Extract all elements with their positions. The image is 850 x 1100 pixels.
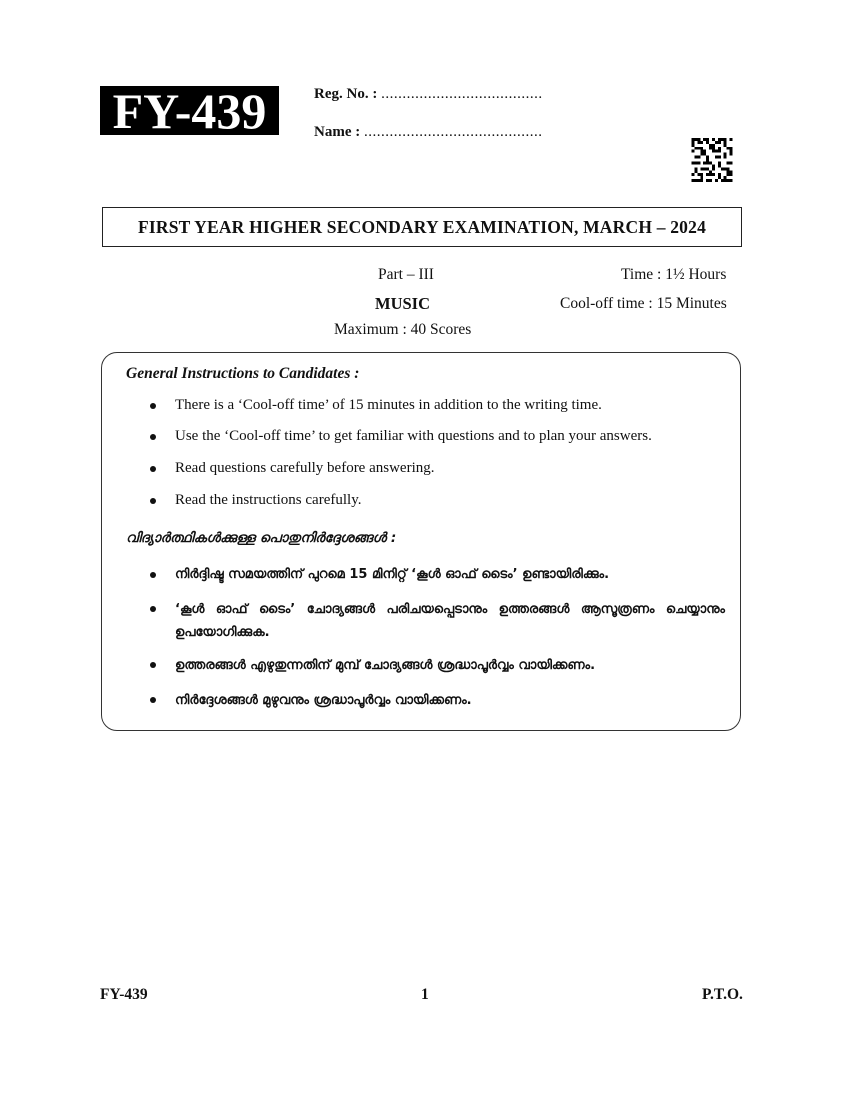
instruction-item: Read questions carefully before answering. [175, 460, 435, 476]
part-label: Part – III [378, 266, 434, 283]
bullet-icon [150, 466, 156, 472]
bullet-icon [150, 403, 156, 409]
malayalam-instruction-item: നിർദ്ദേശങ്ങൾ മുഴുവനും ശ്രദ്ധാപൂർവ്വം വായിക്കണം. [175, 693, 472, 708]
malayalam-instructions-heading: വിദ്യാർത്ഥികൾക്കുള്ള പൊതുനിർദ്ദേശങ്ങൾ : [126, 530, 397, 546]
page-number: 1 [421, 986, 429, 1003]
reg-no-line [314, 86, 543, 103]
qr-code-icon [691, 138, 733, 182]
footer-paper-code: FY-439 [100, 986, 148, 1003]
bullet-icon [150, 697, 156, 703]
name-line [314, 124, 542, 141]
name-dots: .......................................... [363, 124, 543, 140]
malayalam-instruction-item: ഉത്തരങ്ങൾ എഴുതുന്നതിന് മുമ്പ് ചോദ്യങ്ങൾ ശ്രദ്ധാപൂർവ്വം വായിക്കണം. [175, 658, 596, 673]
malayalam-instruction-item: ‘കൂൾ ഓഫ് ടൈം’ ചോദ്യങ്ങൾ പരിചയപ്പെടാനും ഉത്തരങ്ങൾ ആസൂത്രണം ചെയ്യാനും ഉപയോഗിക്കുക. [175, 602, 725, 640]
bullet-icon [150, 662, 156, 668]
instructions-heading: General Instructions to Candidates : [126, 365, 360, 382]
bullet-icon [150, 572, 156, 578]
max-scores: Maximum : 40 Scores [334, 321, 472, 338]
bullet-icon [150, 498, 156, 504]
pto-label: P.T.O. [702, 986, 743, 1003]
name-label: Name : [314, 124, 361, 140]
reg-no-dots: ...................................... [381, 86, 543, 102]
bullet-icon [150, 434, 156, 440]
subject-title: MUSIC [375, 294, 431, 313]
time-allowed: Time : 1½ Hours [621, 266, 727, 283]
cool-off-time: Cool-off time : 15 Minutes [560, 295, 727, 312]
bullet-icon [150, 606, 156, 612]
exam-title: FIRST YEAR HIGHER SECONDARY EXAMINATION, MARCH – 2024 [102, 207, 742, 247]
reg-no-label: Reg. No. : [314, 86, 378, 102]
instruction-item: There is a ‘Cool-off time’ of 15 minutes in addition to the writing time. [175, 397, 602, 413]
malayalam-instruction-item: നിർദ്ദിഷ്ട സമയത്തിന് പുറമെ 15 മിനിറ്റ് ‘കൂൾ ഓഫ് ടൈം’ ഉണ്ടായിരിക്കും. [175, 567, 610, 582]
instruction-item: Read the instructions carefully. [175, 492, 362, 508]
instruction-item: Use the ‘Cool-off time’ to get familiar with questions and to plan your answers. [175, 428, 652, 444]
paper-code-badge: FY-439 [100, 86, 279, 135]
